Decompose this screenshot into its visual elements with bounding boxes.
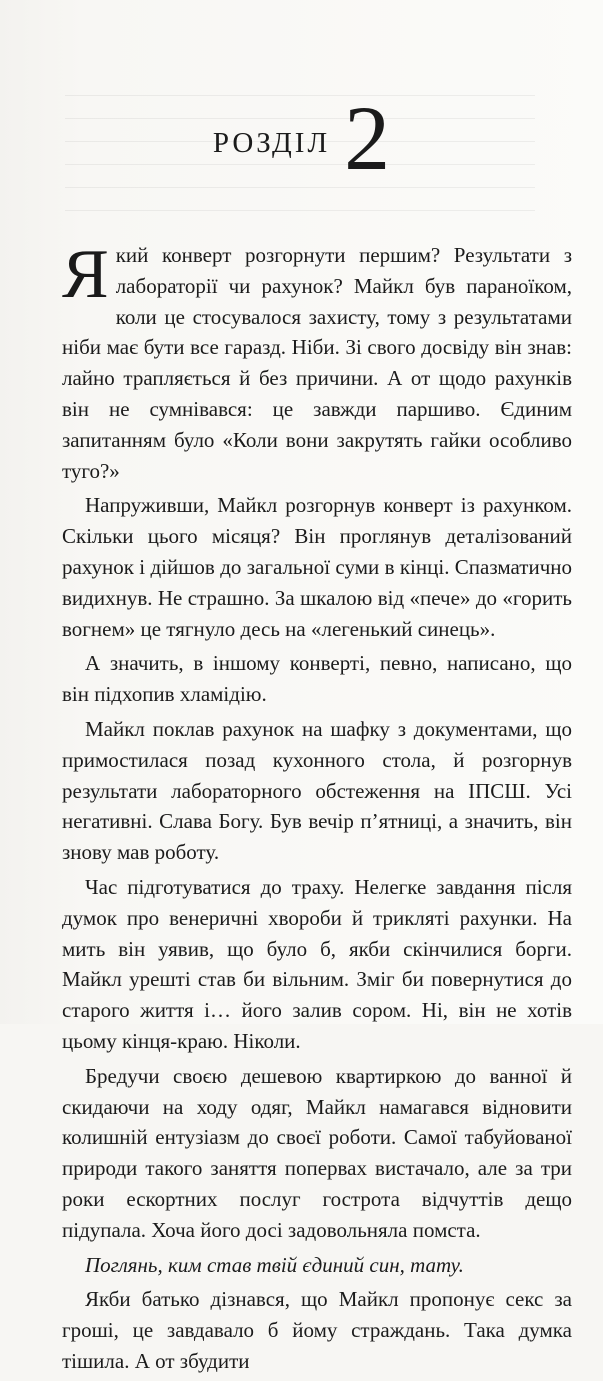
paragraph-5: Час підготуватися до траху. Нелегке завдання після думок про венеричні хвороби й триклятi рахунки. На мить він уявив, що було б, якби скінчилися борги. Майкл урешті став би вільним. Зміг би повернутися до старого життя і… його залив сором. Ні, він не хотів цьому кінця-краю. Ніколи.	[62, 874, 572, 1053]
paragraph-3: А значить, в іншому конверті, певно, написано, що він підхопив хламідію.	[62, 651, 572, 707]
chapter-label: РОЗДІЛ	[212, 127, 331, 159]
chapter-heading	[0, 87, 603, 189]
paragraph-1-text: кий конверт розгорнути першим? Результати з лабораторії чи рахунок? Майкл був параноїком, коли це стосувалося захисту, тому з результатами ніби має бути все гаразд. Ніби. Зі свого досвіду він знав: лайно трапляється й без причини. А от щодо рахунків він не сумнівався: це завжди паршиво. Єдиним запитанням було «Коли вони закрутять гайки особливо туго?»	[62, 243, 572, 483]
body-text	[62, 236, 572, 1381]
chapter-number: 2	[344, 87, 391, 189]
paragraph-6: Бредучи своєю дешевою квартиркою до ванної й скидаючи на ходу одяг, Майкл намагався відновити колишній ентузіазм до своєї роботи. Самої табуйованої природи такого заняття поперваx вистачало, але за три роки ескортних послуг гострота відчуттів дещо підупала. Хоча його досі задовольняла помста.	[62, 1063, 572, 1242]
paragraph-7-italic: Поглянь, ким став твій єдиний син, тату.	[85, 1252, 464, 1277]
paragraph-4: Майкл поклав рахунок на шафку з документами, що примостилася позад кухонного стола, й розгорнув результати лабораторного обстеження на ІПСШ. Усі негативні. Слава Богу. Був вечір п’ятниці, а значить, він знову мав роботу.	[62, 716, 572, 865]
paragraph-1	[62, 236, 572, 486]
paragraph-8: Якби батько дізнався, що Майкл пропонує секс за гроші, це завдавало б йому страждань. Така думка тішила. А от збудити	[62, 1287, 572, 1373]
drop-cap: Я	[62, 236, 109, 313]
paragraph-2: Напруживши, Майкл розгорнув конверт із рахунком. Скільки цього місяця? Він проглянув деталізований рахунок і дійшов до загальної суми в кінці. Спазматично видихнув. Не страшно. За шкалою від «пече» до «горить вогнем» це тягнуло десь на «легенький синець».	[62, 493, 572, 641]
